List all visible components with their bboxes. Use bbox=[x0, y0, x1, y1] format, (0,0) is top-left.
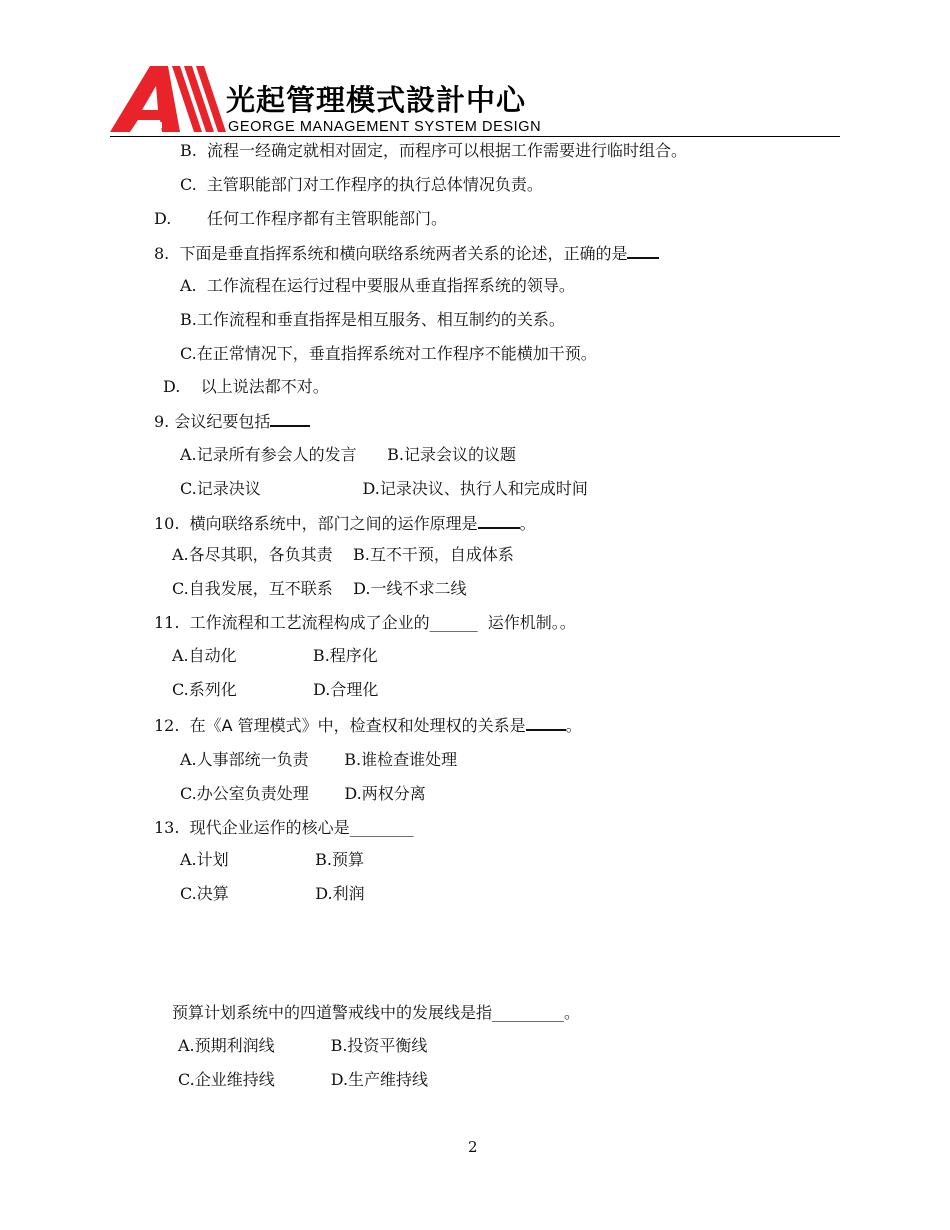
q8-option-a: A. 工作流程在运行过程中要服从垂直指挥系统的领导。 bbox=[180, 276, 575, 295]
question-12-prefix: 12. 在 bbox=[154, 716, 206, 735]
q8-option-b: B.工作流程和垂直指挥是相互服务、相互制约的关系。 bbox=[180, 310, 565, 329]
question-10-text: 10. 横向联络系统中，部门之间的运作原理是 bbox=[154, 514, 478, 533]
brand-name-english: GEORGE MANAGEMENT SYSTEM DESIGN bbox=[228, 119, 542, 135]
header-divider bbox=[110, 136, 840, 137]
q8-option-c: C.在正常情况下，垂直指挥系统对工作程序不能横加干预。 bbox=[180, 344, 597, 363]
question-9 bbox=[154, 411, 310, 432]
company-logo bbox=[110, 66, 240, 132]
q10-options-cd: C.自我发展，互不联系 D.一线不求二线 bbox=[172, 579, 467, 598]
q9-options-ab: A.记录所有参会人的发言 B.记录会议的议题 bbox=[180, 445, 517, 464]
q11-options-ab: A.自动化 B.程序化 bbox=[172, 646, 378, 665]
q11-options-cd: C.系列化 D.合理化 bbox=[172, 680, 379, 699]
q14-options-ab: A.预期利润线 B.投资平衡线 bbox=[178, 1036, 428, 1055]
question-8 bbox=[154, 243, 659, 264]
q12-options-ab: A.人事部统一负责 B.谁检查谁处理 bbox=[180, 750, 458, 769]
question-12-end: 。 bbox=[565, 716, 582, 735]
question-12-model-name: 《A 管理模式》 bbox=[205, 716, 318, 735]
question-8-text: 8. 下面是垂直指挥系统和横向联络系统两者关系的论述，正确的是 bbox=[154, 244, 628, 263]
question-9-text: 9. 会议纪要包括 bbox=[154, 412, 271, 431]
question-12-text: 中，检查权和处理权的关系是 bbox=[317, 716, 526, 735]
q12-options-cd: C.办公室负责处理 D.两权分离 bbox=[180, 784, 426, 803]
question-11: 11. 工作流程和工艺流程构成了企业的______ 运作机制。。 bbox=[154, 613, 576, 632]
page-number: 2 bbox=[468, 1138, 478, 1156]
q14-options-cd: C.企业维持线 D.生产维持线 bbox=[178, 1070, 429, 1089]
question-13: 13. 现代企业运作的核心是________ bbox=[154, 818, 414, 837]
q9-options-cd: C.记录决议 D.记录决议、执行人和完成时间 bbox=[180, 479, 588, 498]
q7-option-b: B. 流程一经确定就相对固定，而程序可以根据工作需要进行临时组合。 bbox=[180, 141, 688, 160]
q10-options-ab: A.各尽其职，各负其责 B.互不干预，自成体系 bbox=[172, 545, 514, 564]
q13-options-cd: C.决算 D.利润 bbox=[180, 884, 365, 903]
q7-option-c: C. 主管职能部门对工作程序的执行总体情况负责。 bbox=[180, 175, 543, 194]
q8-option-d: D. 以上说法都不对。 bbox=[163, 377, 329, 396]
q13-options-ab: A.计划 B.预算 bbox=[180, 850, 364, 869]
question-10 bbox=[154, 513, 536, 534]
brand-name-chinese: 光起管理模式設計中心 bbox=[226, 83, 527, 117]
question-14: 预算计划系统中的四道警戒线中的发展线是指_________。 bbox=[172, 1003, 581, 1022]
question-10-end: 。 bbox=[519, 514, 536, 533]
q7-option-d: D. 任何工作程序都有主管职能部门。 bbox=[154, 209, 447, 228]
question-12 bbox=[154, 715, 582, 736]
